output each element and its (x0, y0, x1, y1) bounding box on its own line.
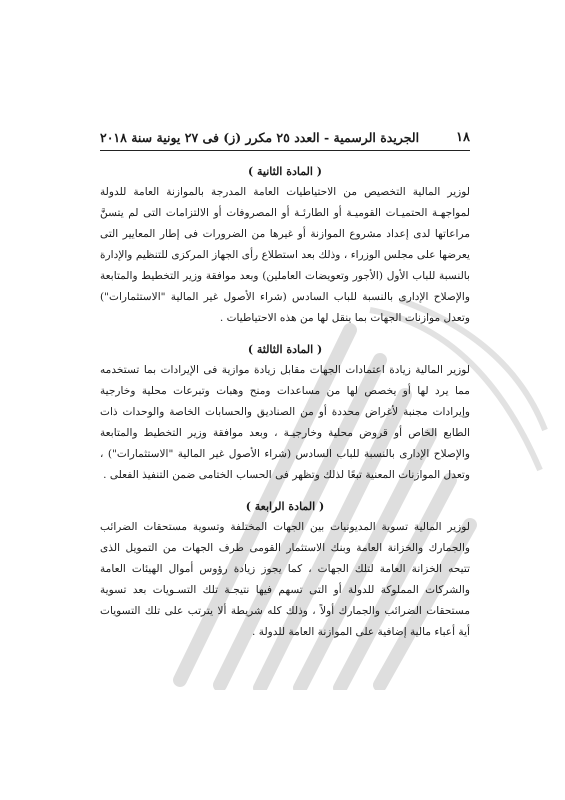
page-header (100, 130, 470, 151)
gazette-title: الجريدة الرسمية - العدد ٢٥ مكرر (ز) فى ٢٧ يونية سنة ٢٠١٨ (100, 130, 420, 145)
article-2-title: ( المادة الثانية ) (247, 165, 323, 178)
gazette-page (100, 130, 470, 643)
article-3-text: لوزير المالية زيادة اعتمادات الجهات مقابل زيادة موازية فى الإيرادات بما تستخدمه مما يرد لها أو يخصص لها من مساعدات ومنح وهبات وتبرعات محلية وخارجية وإيرادات مجنبة لأغراض محددة أو من الصناديق والحسابات الخاصة والوحدات ذات الطابع الخاص أو قروض محلية وخارجيـة ، وبعد موافقة وزير التخطيط والمتابعة والإصلاح الإدارى بالنسبة للباب السادس (شراء الأصول غير المالية "الاستثمارات") ، وتعدل الموازنات المعنية تبعًا لذلك وتظهر فى الحساب الختامى ضمن التنفيذ الفعلى . (100, 364, 470, 481)
page-number: ١٨ (456, 130, 470, 145)
article-2-text: لوزير المالية التخصيص من الاحتياطيات العامة المدرجة بالموازنة العامة للدولة لمواجهـة الحتميـات القوميـة أو الطارئـة أو المصروفات أو الالتزامات التى لم يتسنَّ مراعاتها لدى إعداد مشروع الموازنة أو غيرها من الضرورات فى إطار المعايير التى يعرضها على مجلس الوزراء ، وذلك بعد استطلاع رأى الجهاز المركزى للتنظيم والإدارة بالنسبة للباب الأول (الأجور وتعويضات العاملين) وبعد موافقة وزير التخطيط والمتابعة والإصلاح الإدارى بالنسبة للباب السادس (شراء الأصول غير المالية "الاستثمارات") وتعدل موازنات الجهات بما ينقل لها من هذه الاحتياطيات . (100, 186, 470, 324)
article-4-title: ( المادة الرابعة ) (245, 500, 325, 513)
article-4-text: لوزير المالية تسوية المديونيات بين الجهات المختلفة وتسوية مستحقات الضرائب والجمارك والخزانة العامة وبنك الاستثمار القومى طرف الجهات من التمويل الذى تتيحه الخزانة العامة لتلك الجهات ، كما يجوز زيادة رؤوس أموال الهيئات العامة والشركات المملوكة للدولة أو التى تسهم فيها نتيجـة تلك التسـويات بعد تسوية مستحقات الضرائب والجمارك أولاً ، وذلك كله شريطة ألا يترتب على تلك التسويات أية أعباء مالية إضافية على الموازنة العامة للدولة . (100, 521, 470, 638)
article-3-title: ( المادة الثالثة ) (247, 343, 323, 356)
